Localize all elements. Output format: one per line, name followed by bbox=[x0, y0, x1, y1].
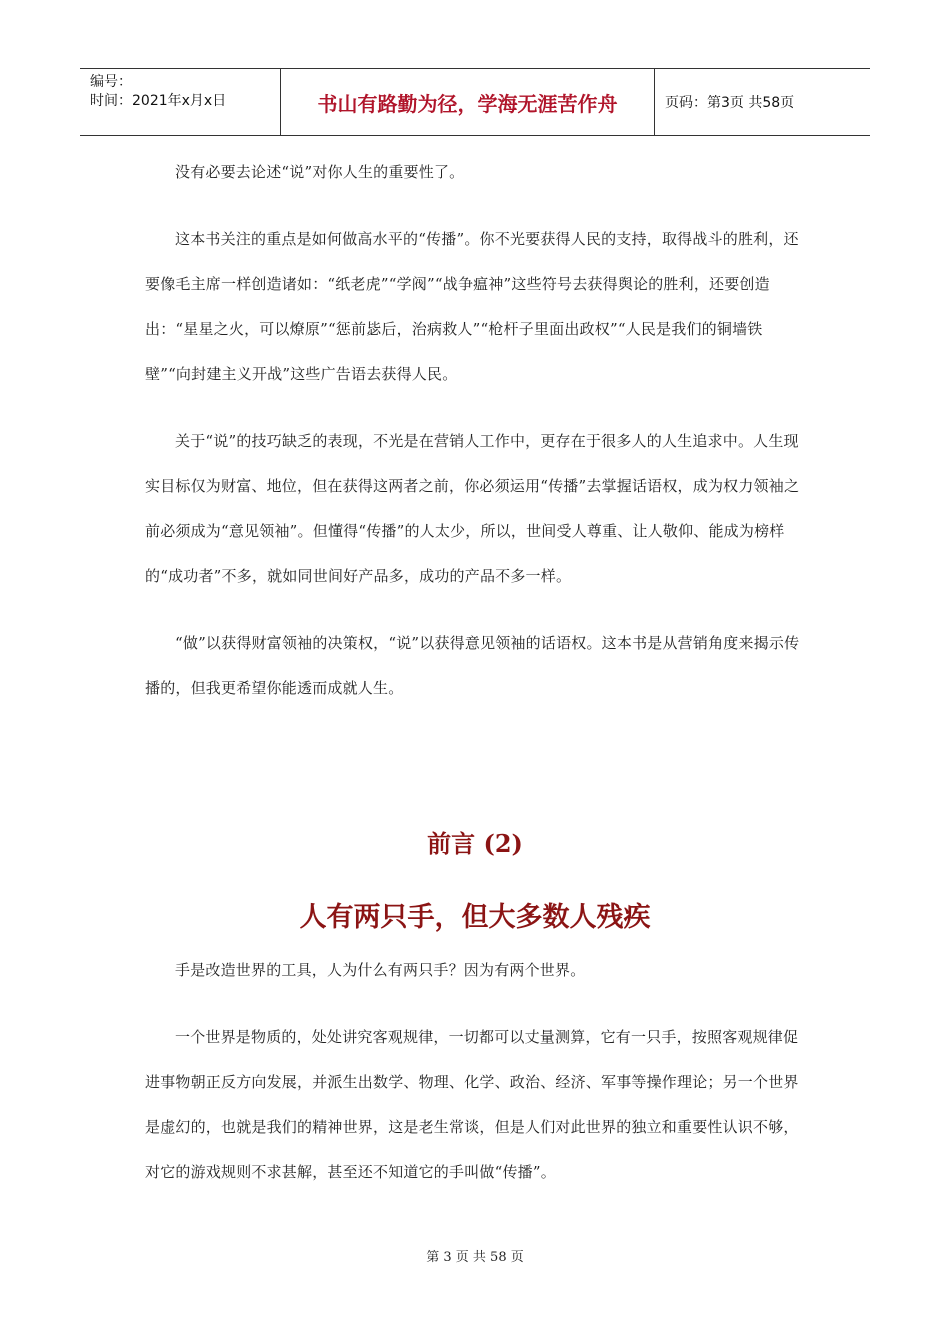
paragraph: 这本书关注的重点是如何做高水平的“传播”。你不光要获得人民的支持，取得战斗的胜利，还要像毛主席一样创造诸如：“纸老虎”“学阀”“战争瘟神”这些符号去获得舆论的胜利，还要创造出：“星星之火，可以燎原”“惩前毖后，治病救人”“枪杆子里面出政权”“人民是我们的铜墙铁壁”“向封建主义开战”这些广告语去获得人民。 bbox=[145, 230, 799, 383]
page-footer: 第 3 页 共 58 页 bbox=[426, 1250, 524, 1265]
paragraph: 没有必要去论述“说”对你人生的重要性了。 bbox=[175, 163, 465, 181]
date-line: 时间：2021年x月x日 bbox=[90, 93, 227, 109]
body-text-top bbox=[145, 150, 800, 711]
header-meta bbox=[80, 69, 281, 135]
section-heading: 前言 (2) bbox=[427, 829, 523, 858]
code-label: 编号： bbox=[90, 74, 132, 90]
paragraph: “做”以获得财富领袖的决策权，“说”以获得意见领袖的话语权。这本书是从营销角度来揭示传播的，但我更希望你能透而成就人生。 bbox=[145, 634, 800, 697]
header-motto: 书山有路勤为径，学海无涯苦作舟 bbox=[281, 69, 655, 135]
paragraph: 关于“说”的技巧缺乏的表现，不光是在营销人工作中，更存在于很多人的人生追求中。人生现实目标仅为财富、地位，但在获得这两者之前，你必须运用“传播”去掌握话语权，成为权力领袖之前必须成为“意见领袖”。但懂得“传播”的人太少，所以，世间受人尊重、让人敬仰、能成为榜样的“成功者”不多，就如同世间好产品多，成功的产品不多一样。 bbox=[145, 432, 800, 585]
paragraph: 手是改造世界的工具，人为什么有两只手？因为有两个世界。 bbox=[175, 961, 586, 979]
section-subheading: 人有两只手，但大多数人残疾 bbox=[299, 902, 651, 933]
page-header bbox=[80, 68, 870, 136]
paragraph: 一个世界是物质的，处处讲究客观规律，一切都可以丈量测算，它有一只手，按照客观规律促进事物朝正反方向发展，并派生出数学、物理、化学、政治、经济、军事等操作理论；另一个世界是虚幻的，也就是我们的精神世界，这是老生常谈，但是人们对此世界的独立和重要性认识不够，对它的游戏规则不求甚解，甚至还不知道它的手叫做“传播”。 bbox=[145, 1028, 799, 1181]
header-page-info: 页码：第3页 共58页 bbox=[665, 95, 795, 111]
body-text-bottom bbox=[145, 948, 800, 1195]
